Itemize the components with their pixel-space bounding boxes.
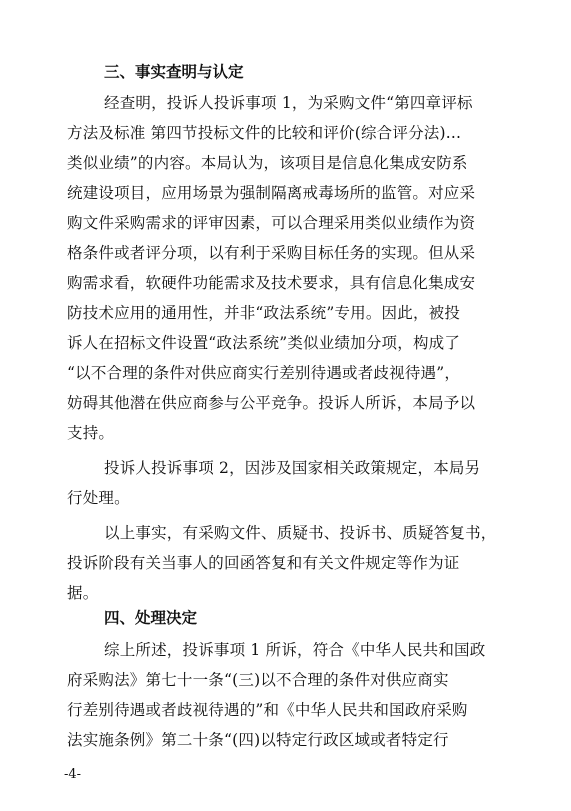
section-4-paragraph-1-line: 行差别待遇或者歧视待遇的”和《中华人民共和国政府采购: [67, 701, 468, 719]
section-3-paragraph-1-line: 统建设项目，应用场景为强制隔离戒毒场所的监管。对应采: [67, 184, 476, 202]
section-3-paragraph-1-line: 妨碍其他潜在供应商参与公平竞争。投诉人所诉，本局予以: [67, 394, 476, 412]
section-3-paragraph-2-line: 行处理。: [67, 489, 130, 507]
section-3-paragraph-1-line: 购文件采购需求的评审因素，可以合理采用类似业绩作为资: [67, 214, 476, 232]
section-4-heading: 四、处理决定: [104, 609, 198, 627]
section-3-paragraph-2-line: 投诉人投诉事项 2，因涉及国家相关政策规定，本局另: [104, 459, 481, 477]
section-3-paragraph-1-line: 购需求看，软硬件功能需求及技术要求，具有信息化集成安: [67, 274, 476, 292]
section-3-paragraph-1-line: 经查明，投诉人投诉事项 1，为采购文件“第四章评标: [104, 94, 473, 112]
section-4-paragraph-1-line: 综上所述，投诉事项 1 所诉，符合《中华人民共和国政: [104, 641, 486, 659]
section-4-paragraph-1-line: 法实施条例》第二十条“(四)以特定行政区域或者特定行: [67, 731, 449, 749]
section-4-paragraph-1-line: 府采购法》第七十一条“(三)以不合理的条件对供应商实: [67, 671, 449, 689]
section-3-paragraph-1-line: 诉人在招标文件设置“政法系统”类似业绩加分项，构成了: [67, 334, 461, 352]
section-3-paragraph-1-line: 方法及标准 第四节投标文件的比较和评价(综合评分法)...: [67, 124, 462, 142]
section-3-paragraph-3-line: 投诉阶段有关当事人的回函答复和有关文件规定等作为证: [67, 554, 460, 572]
section-3-paragraph-3-line: 以上事实，有采购文件、质疑书、投诉书、质疑答复书，: [104, 524, 497, 542]
section-3-paragraph-1-line: 防技术应用的通用性，并非“政法系统”专用。因此，被投: [67, 304, 461, 322]
page-number: -4-: [64, 767, 82, 782]
section-3-heading: 三、事实查明与认定: [104, 63, 244, 81]
section-3-paragraph-1-line: 类似业绩”的内容。本局认为，该项目是信息化集成安防系: [67, 154, 468, 172]
section-3-paragraph-1-line: 格条件或者评分项，以有利于采购目标任务的实现。但从采: [67, 244, 476, 262]
section-3-paragraph-1-line: 支持。: [67, 424, 115, 442]
section-3-paragraph-1-line: “以不合理的条件对供应商实行差别待遇或者歧视待遇”，: [67, 364, 461, 382]
section-3-paragraph-3-line: 据。: [67, 584, 99, 602]
